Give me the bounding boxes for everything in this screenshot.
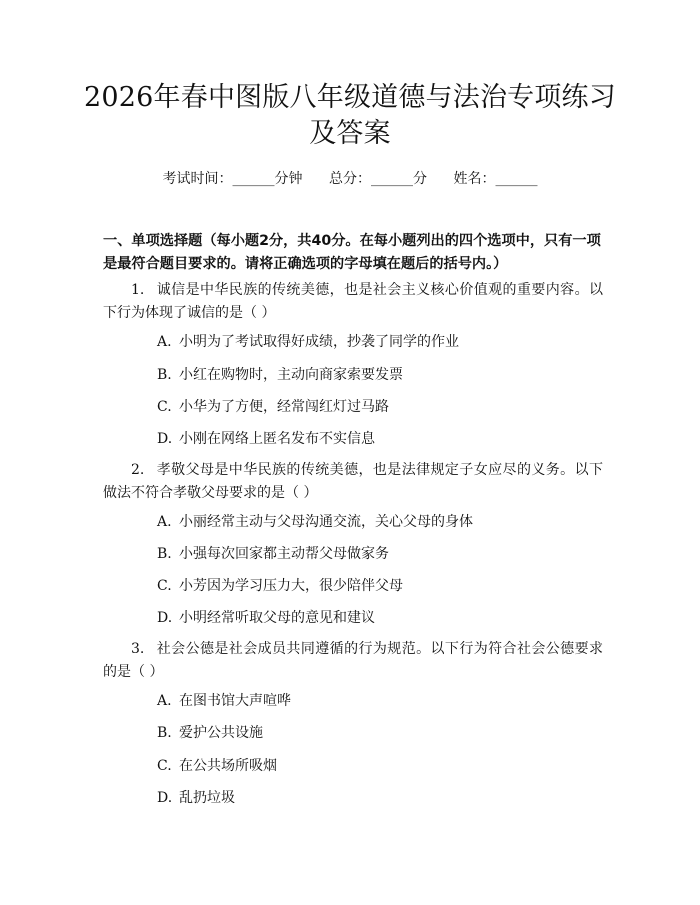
question-1-option-a xyxy=(157,333,459,351)
option-text: 小红在购物时，主动向商家索要发票 xyxy=(179,367,403,383)
question-1-option-c xyxy=(157,398,389,416)
question-2-option-b xyxy=(157,545,389,563)
question-1-option-b xyxy=(157,366,403,384)
option-text: 小芳因为学习压力大，很少陪伴父母 xyxy=(179,578,403,594)
question-2 xyxy=(103,459,603,505)
question-2-stem: 孝敬父母是中华民族的传统美德，也是法律规定子女应尽的义务。以下做法不符合孝敬父母要求的是（ ） xyxy=(103,462,603,501)
document-title xyxy=(60,80,640,152)
question-3-text xyxy=(103,638,603,684)
option-text: 小强每次回家都主动帮父母做家务 xyxy=(179,546,389,562)
question-3-option-b xyxy=(157,724,263,742)
total-score-field: 总分：______分 xyxy=(329,171,427,187)
option-letter: A. xyxy=(157,693,172,709)
question-3-option-c xyxy=(157,757,277,775)
student-name-field: 姓名：______ xyxy=(453,171,538,187)
question-2-number: 2. xyxy=(131,462,145,478)
option-letter: C. xyxy=(157,578,172,594)
question-1 xyxy=(103,279,603,325)
option-letter: A. xyxy=(157,334,172,350)
question-3 xyxy=(103,638,603,684)
question-3-option-d xyxy=(157,789,235,807)
option-text: 小明为了考试取得好成绩，抄袭了同学的作业 xyxy=(179,334,459,350)
option-text: 小丽经常主动与父母沟通交流，关心父母的身体 xyxy=(179,514,473,530)
option-text: 在图书馆大声喧哗 xyxy=(179,693,291,709)
option-letter: C. xyxy=(157,399,172,415)
option-text: 在公共场所吸烟 xyxy=(179,758,277,774)
question-2-option-d xyxy=(157,609,375,627)
section-heading: 一、单项选择题（每小题2分，共40分。在每小题列出的四个选项中，只有一项是最符合题目要求的。请将正确选项的字母填在题后的括号内。） xyxy=(103,233,601,272)
question-1-text xyxy=(103,279,603,325)
option-letter: B. xyxy=(157,546,172,562)
question-2-text xyxy=(103,459,603,505)
question-1-stem: 诚信是中华民族的传统美德，也是社会主义核心价值观的重要内容。以下行为体现了诚信的是（ ） xyxy=(103,282,603,321)
title-line-1: 2026年春中图版八年级道德与法治专项练习 xyxy=(84,82,616,113)
question-2-option-a xyxy=(157,513,473,531)
option-text: 小华为了方便，经常闯红灯过马路 xyxy=(179,399,389,415)
exam-info-row xyxy=(0,170,700,188)
title-line-2: 及答案 xyxy=(309,118,391,149)
option-letter: C. xyxy=(157,758,172,774)
option-text: 乱扔垃圾 xyxy=(179,790,235,806)
option-letter: B. xyxy=(157,725,172,741)
question-1-option-d xyxy=(157,430,375,448)
option-letter: D. xyxy=(157,610,173,626)
option-letter: D. xyxy=(157,431,173,447)
question-3-option-a xyxy=(157,692,291,710)
option-letter: D. xyxy=(157,790,173,806)
question-3-stem: 社会公德是社会成员共同遵循的行为规范。以下行为符合社会公德要求的是（ ） xyxy=(103,641,603,680)
option-letter: A. xyxy=(157,514,172,530)
question-2-option-c xyxy=(157,577,403,595)
option-text: 小明经常听取父母的意见和建议 xyxy=(179,610,375,626)
exam-time-field: 考试时间：______分钟 xyxy=(162,171,303,187)
question-1-number: 1. xyxy=(131,282,145,298)
option-text: 小刚在网络上匿名发布不实信息 xyxy=(179,431,375,447)
option-letter: B. xyxy=(157,367,172,383)
option-text: 爱护公共设施 xyxy=(179,725,263,741)
question-3-number: 3. xyxy=(131,641,145,657)
